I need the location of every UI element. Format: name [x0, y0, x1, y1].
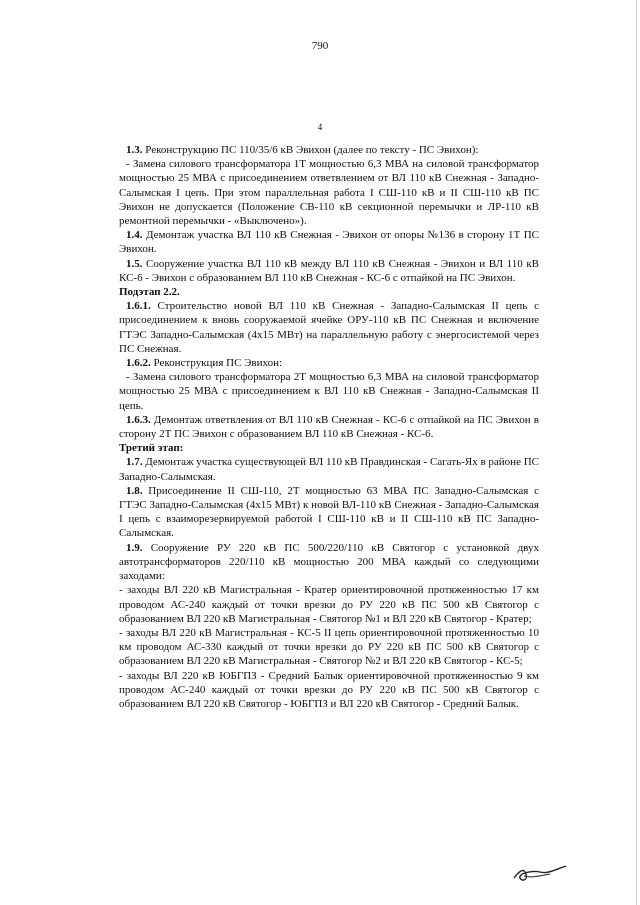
paragraph-text: Присоединение II СШ-110, 2Т мощностью 63 МВА ПС Западно-Салымская с ГТЭС Западно-Салымская (4х15 МВт) к новой ВЛ-110 кВ Снежная - Западно-Салымская I цепь с взаиморезервируемой работой I СШ-110 кВ и II СШ-110 кВ ПС Западно-Салымская. [119, 484, 539, 540]
page-number: 790 [311, 40, 329, 52]
paragraph-text: Демонтаж участка существующей ВЛ 110 кВ Правдинская - Сагать-Ях в районе ПС Западно-Салымская. [119, 456, 539, 483]
paragraph [119, 413, 539, 441]
item-number: 1.6.1. [126, 300, 151, 313]
paragraph [119, 143, 539, 157]
signature-icon [510, 860, 570, 888]
scan-edge-line [636, 0, 637, 905]
paragraph [119, 455, 539, 483]
paragraph-text: Реконструкцию ПС 110/35/6 кВ Эвихон (далее по тексту - ПС Эвихон): [142, 144, 479, 156]
paragraph [119, 370, 539, 413]
section-heading: Подэтап 2.2. [119, 286, 180, 299]
paragraph-text: Строительство новой ВЛ 110 кВ Снежная - Западно-Салымская II цепь с присоединением к вновь сооружаемой ячейке ОРУ-110 кВ ПС Снежная и включение ГТЭС Западно-Салымская (4х15 МВт) на параллельную работу с энергосистемой через ПС Снежная. [119, 300, 539, 355]
paragraph-text: - Замена силового трансформатора 1Т мощностью 6,3 МВА на силовой трансформатор мощностью 25 МВА с присоединением ответвлением от ВЛ 110 кВ Снежная - Западно-Салымская I цепь. При этом параллельная работа I СШ-110 кВ и II СШ-110 кВ ПС Эвихон не допускается (Положение СВ-110 кВ секционной перемычки и ЛР-110 кВ ремонтной перемычки - «Выключено»). [119, 158, 539, 228]
paragraph-text: Сооружение участка ВЛ 110 кВ между ВЛ 110 кВ Снежная - Эвихон и ВЛ 110 кВ КС-6 - Эвихон с образованием ВЛ 110 кВ Снежная - КС-6 с отпайкой на ПС Эвихон. [119, 257, 539, 284]
paragraph-text: Демонтаж участка ВЛ 110 кВ Снежная - Эвихон от опоры №136 в сторону 1Т ПС Эвихон. [119, 229, 539, 256]
item-number: 1.8. [126, 484, 143, 497]
document-body [119, 143, 539, 711]
paragraph [119, 669, 539, 712]
paragraph-text: - заходы ВЛ 220 кВ Магистральная - КС-5 II цепь ориентировочной протяженностью 10 км проводом АС-330 каждый от точки врезки до РУ 220 кВ ПС 500 кВ Святогор с образованием ВЛ 220 кВ Магистральная - Святогор №2 и ВЛ 220 кВ Святогор - КС-5; [119, 626, 539, 668]
paragraph [119, 157, 539, 228]
section-heading: Третий этап: [119, 442, 184, 455]
paragraph-text: Сооружение РУ 220 кВ ПС 500/220/110 кВ Святогор с установкой двух автотрансформаторов 220/110 кВ мощностью 200 МВА каждый со следующими заходами: [119, 541, 539, 583]
paragraph-text: - заходы ВЛ 220 кВ Магистральная - Кратер ориентировочной протяженностью 17 км проводом АС-240 каждый от точки врезки до РУ 220 кВ ПС 500 кВ Святогор с образованием ВЛ 220 кВ Магистральная - Святогор №1 и ВЛ 220 кВ Святогор - Кратер; [119, 584, 539, 625]
paragraph [119, 626, 539, 669]
paragraph-text: - заходы ВЛ 220 кВ ЮБГПЗ - Средний Балык ориентировочной протяженностью 9 км проводом АС-240 каждый от точки врезки до РУ 220 кВ ПС 500 кВ Святогор с образованием ВЛ 220 кВ Святогор - ЮБГПЗ и ВЛ 220 кВ Святогор - Средний Балык. [119, 669, 539, 710]
item-number: 1.7. [126, 456, 143, 469]
paragraph [119, 484, 539, 541]
paragraph-text: - Замена силового трансформатора 2Т мощностью 6,3 МВА на силовой трансформатор мощностью 25 МВА с присоединением к ВЛ 110 кВ Снежная - Западно-Салымская II цепь. [119, 371, 539, 412]
paragraph [119, 583, 539, 626]
item-number: 1.4. [126, 229, 143, 242]
item-number: 1.6.3. [126, 413, 151, 426]
paragraph [119, 228, 539, 256]
item-number: 1.6.2. [126, 357, 151, 370]
item-number: 1.5. [126, 257, 143, 270]
paragraph [119, 257, 539, 285]
paragraph-text: Реконструкция ПС Эвихон: [150, 357, 283, 370]
item-number: 1.9. [126, 541, 143, 554]
paragraph [119, 541, 539, 584]
paragraph [119, 299, 539, 356]
paragraph-text: Демонтаж ответвления от ВЛ 110 кВ Снежная - КС-6 с отпайкой на ПС Эвихон в сторону 2Т ПС Эвихон с образованием ВЛ 110 кВ Снежная - КС-6. [119, 413, 539, 441]
sub-page-number: 4 [317, 122, 323, 132]
item-number: 1.3. [126, 144, 143, 156]
paragraph [119, 356, 539, 370]
